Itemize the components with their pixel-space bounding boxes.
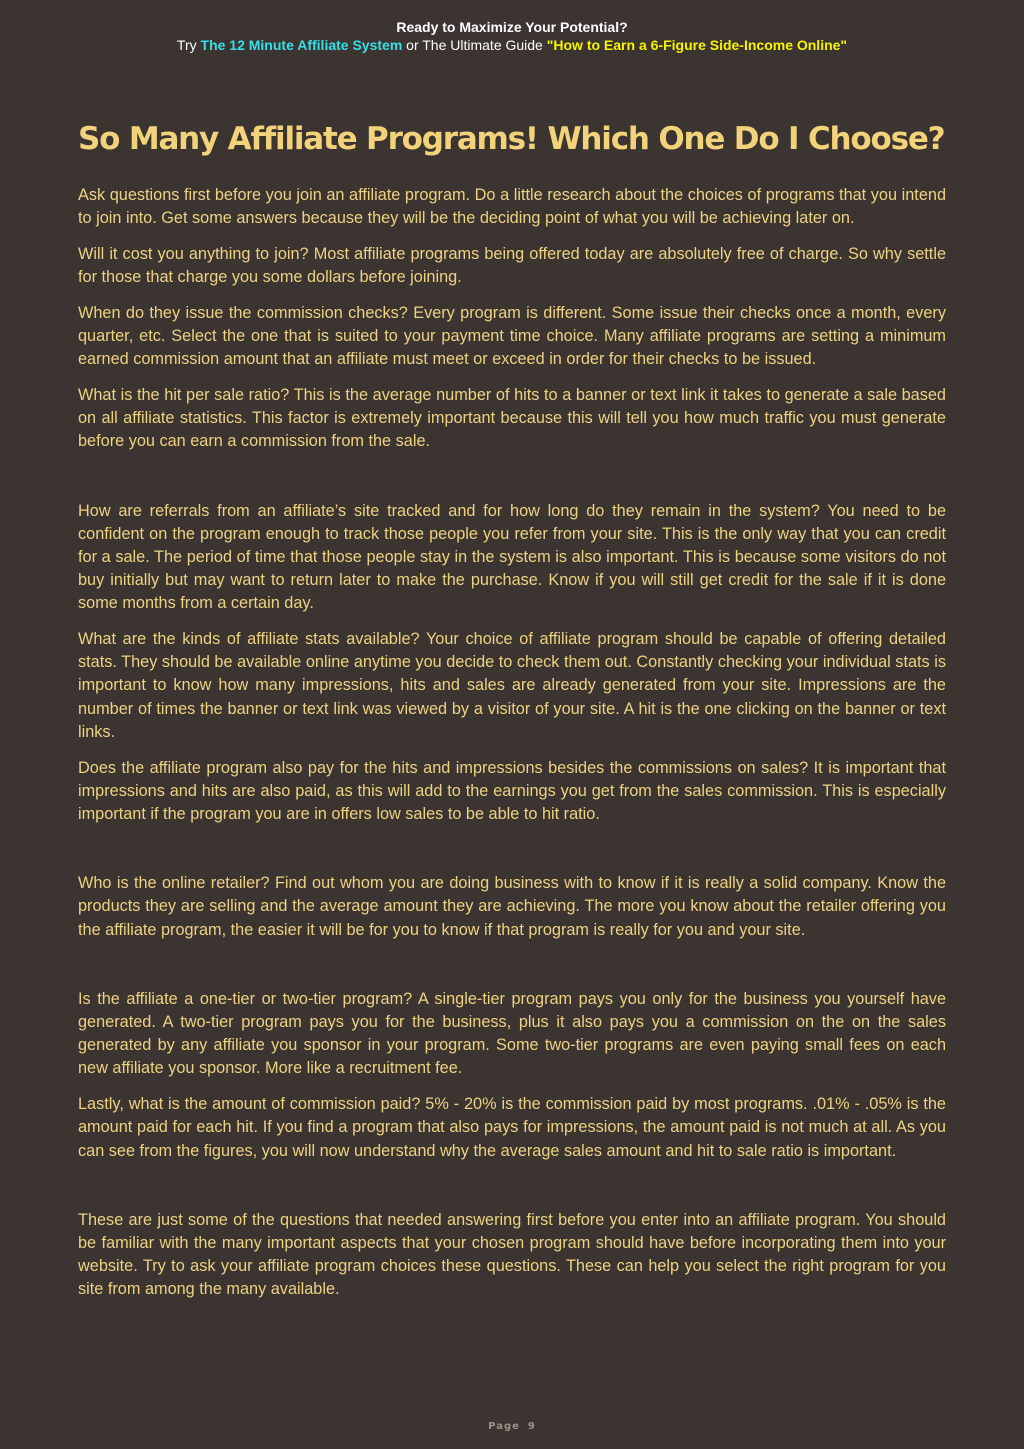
- paragraph-tiers: Is the affiliate a one-tier or two-tier program? A single-tier program pays you only for the business you yourself have generated. A two-tier program pays you for the business, plus it also pays you a commission on the on the sales generated by any affiliate you sponsor in your program. Some two-tier programs are even paying small fees on each new affiliate you sponsor. More like a recruitment fee.: [78, 989, 946, 1078]
- paragraph-intro: Ask questions first before you join an affiliate program. Do a little research about the choices of programs that you intend to join into. Get some answers because they will be the deciding point of what you will be achieving later on.: [78, 186, 946, 228]
- paragraph-conclusion: These are just some of the questions that needed answering first before you enter into an affiliate program. You should be familiar with the many important aspects that your chosen program should have before incorporating them into your website. Try to ask your affiliate program choices these questions. These can help you select the right program for you site from among the many available.: [78, 1210, 946, 1299]
- paragraph-retailer: Who is the online retailer? Find out whom you are doing business with to know if it is really a solid company. Know the products they are selling and the average amount they are achieving. The more you know about the retailer offering you the affiliate program, the easier it will be for you to know if that program is really for you and your site.: [78, 874, 946, 939]
- side-income-guide-link[interactable]: "How to Earn a 6-Figure Side-Income Online": [546, 37, 848, 53]
- promo-offer-line: [0, 36, 1024, 54]
- paragraph-referrals: How are referrals from an affiliate’s site tracked and for how long do they remain in the system? You need to be confident on the program enough to track those people you refer from your site. This is the only way that you can credit for a sale. The period of time that those people stay in the system is also important. This is because some visitors do not buy initially but may want to return later to make the purchase. Know if you will still get credit for the sale if it is done some months from a certain day.: [78, 501, 946, 613]
- article-body: [78, 184, 946, 1314]
- paragraph-cost: Will it cost you anything to join? Most affiliate programs being offered today are absolutely free of charge. So why settle for those that charge you some dollars before joining.: [78, 244, 946, 287]
- paragraph-commission-amount: Lastly, what is the amount of commission paid? 5% - 20% is the commission paid by most programs. .01% - .05% is the amount paid for each hit. If you find a program that also pays for impressions, the amount paid is not much at all. As you can see from the figures, you will now understand why the average sales amount and hit to sale ratio is important.: [78, 1095, 946, 1160]
- page-number: [0, 1421, 1024, 1432]
- affiliate-system-link[interactable]: The 12 Minute Affiliate System: [200, 37, 403, 53]
- page-number-value: 9: [527, 1421, 536, 1432]
- paragraph-hit-per-sale: What is the hit per sale ratio? This is the average number of hits to a banner or text link it takes to generate a sale based on all affiliate statistics. This factor is extremely important because this will tell you how much traffic you must generate before you can earn a commission from the sale.: [78, 385, 946, 451]
- paragraph-commission-checks: When do they issue the commission checks? Every program is different. Some issue their checks once a month, every quarter, etc. Select the one that is suited to your payment time choice. Many affiliate programs are setting a minimum earned commission amount that an affiliate must meet or exceed in order for their checks to be issued.: [78, 303, 946, 369]
- page-label: Page: [488, 1421, 520, 1432]
- paragraph-stats: What are the kinds of affiliate stats available? Your choice of affiliate program should be capable of offering detailed stats. They should be available online anytime you decide to check them out. Constantly checking your individual stats is important to know how many impressions, hits and sales are already generated from your site. Impressions are the number of times the banner or text link was viewed by a visitor of your site. A hit is the one clicking on the banner or text links.: [78, 630, 946, 741]
- article-title: So Many Affiliate Programs! Which One Do I Choose?: [78, 121, 945, 157]
- paragraph-hits-impressions: Does the affiliate program also pay for the hits and impressions besides the commissions on sales? It is important that impressions and hits are also paid, as this will add to the earnings you get from the sales commission. This is especially important if the program you are in offers low sales to be able to hit ratio.: [78, 758, 946, 823]
- promo-headline: Ready to Maximize Your Potential?: [396, 19, 628, 35]
- promo-banner: [0, 18, 1024, 54]
- promo-middle-text: or The Ultimate Guide: [406, 37, 543, 53]
- promo-try-text: Try: [176, 37, 197, 53]
